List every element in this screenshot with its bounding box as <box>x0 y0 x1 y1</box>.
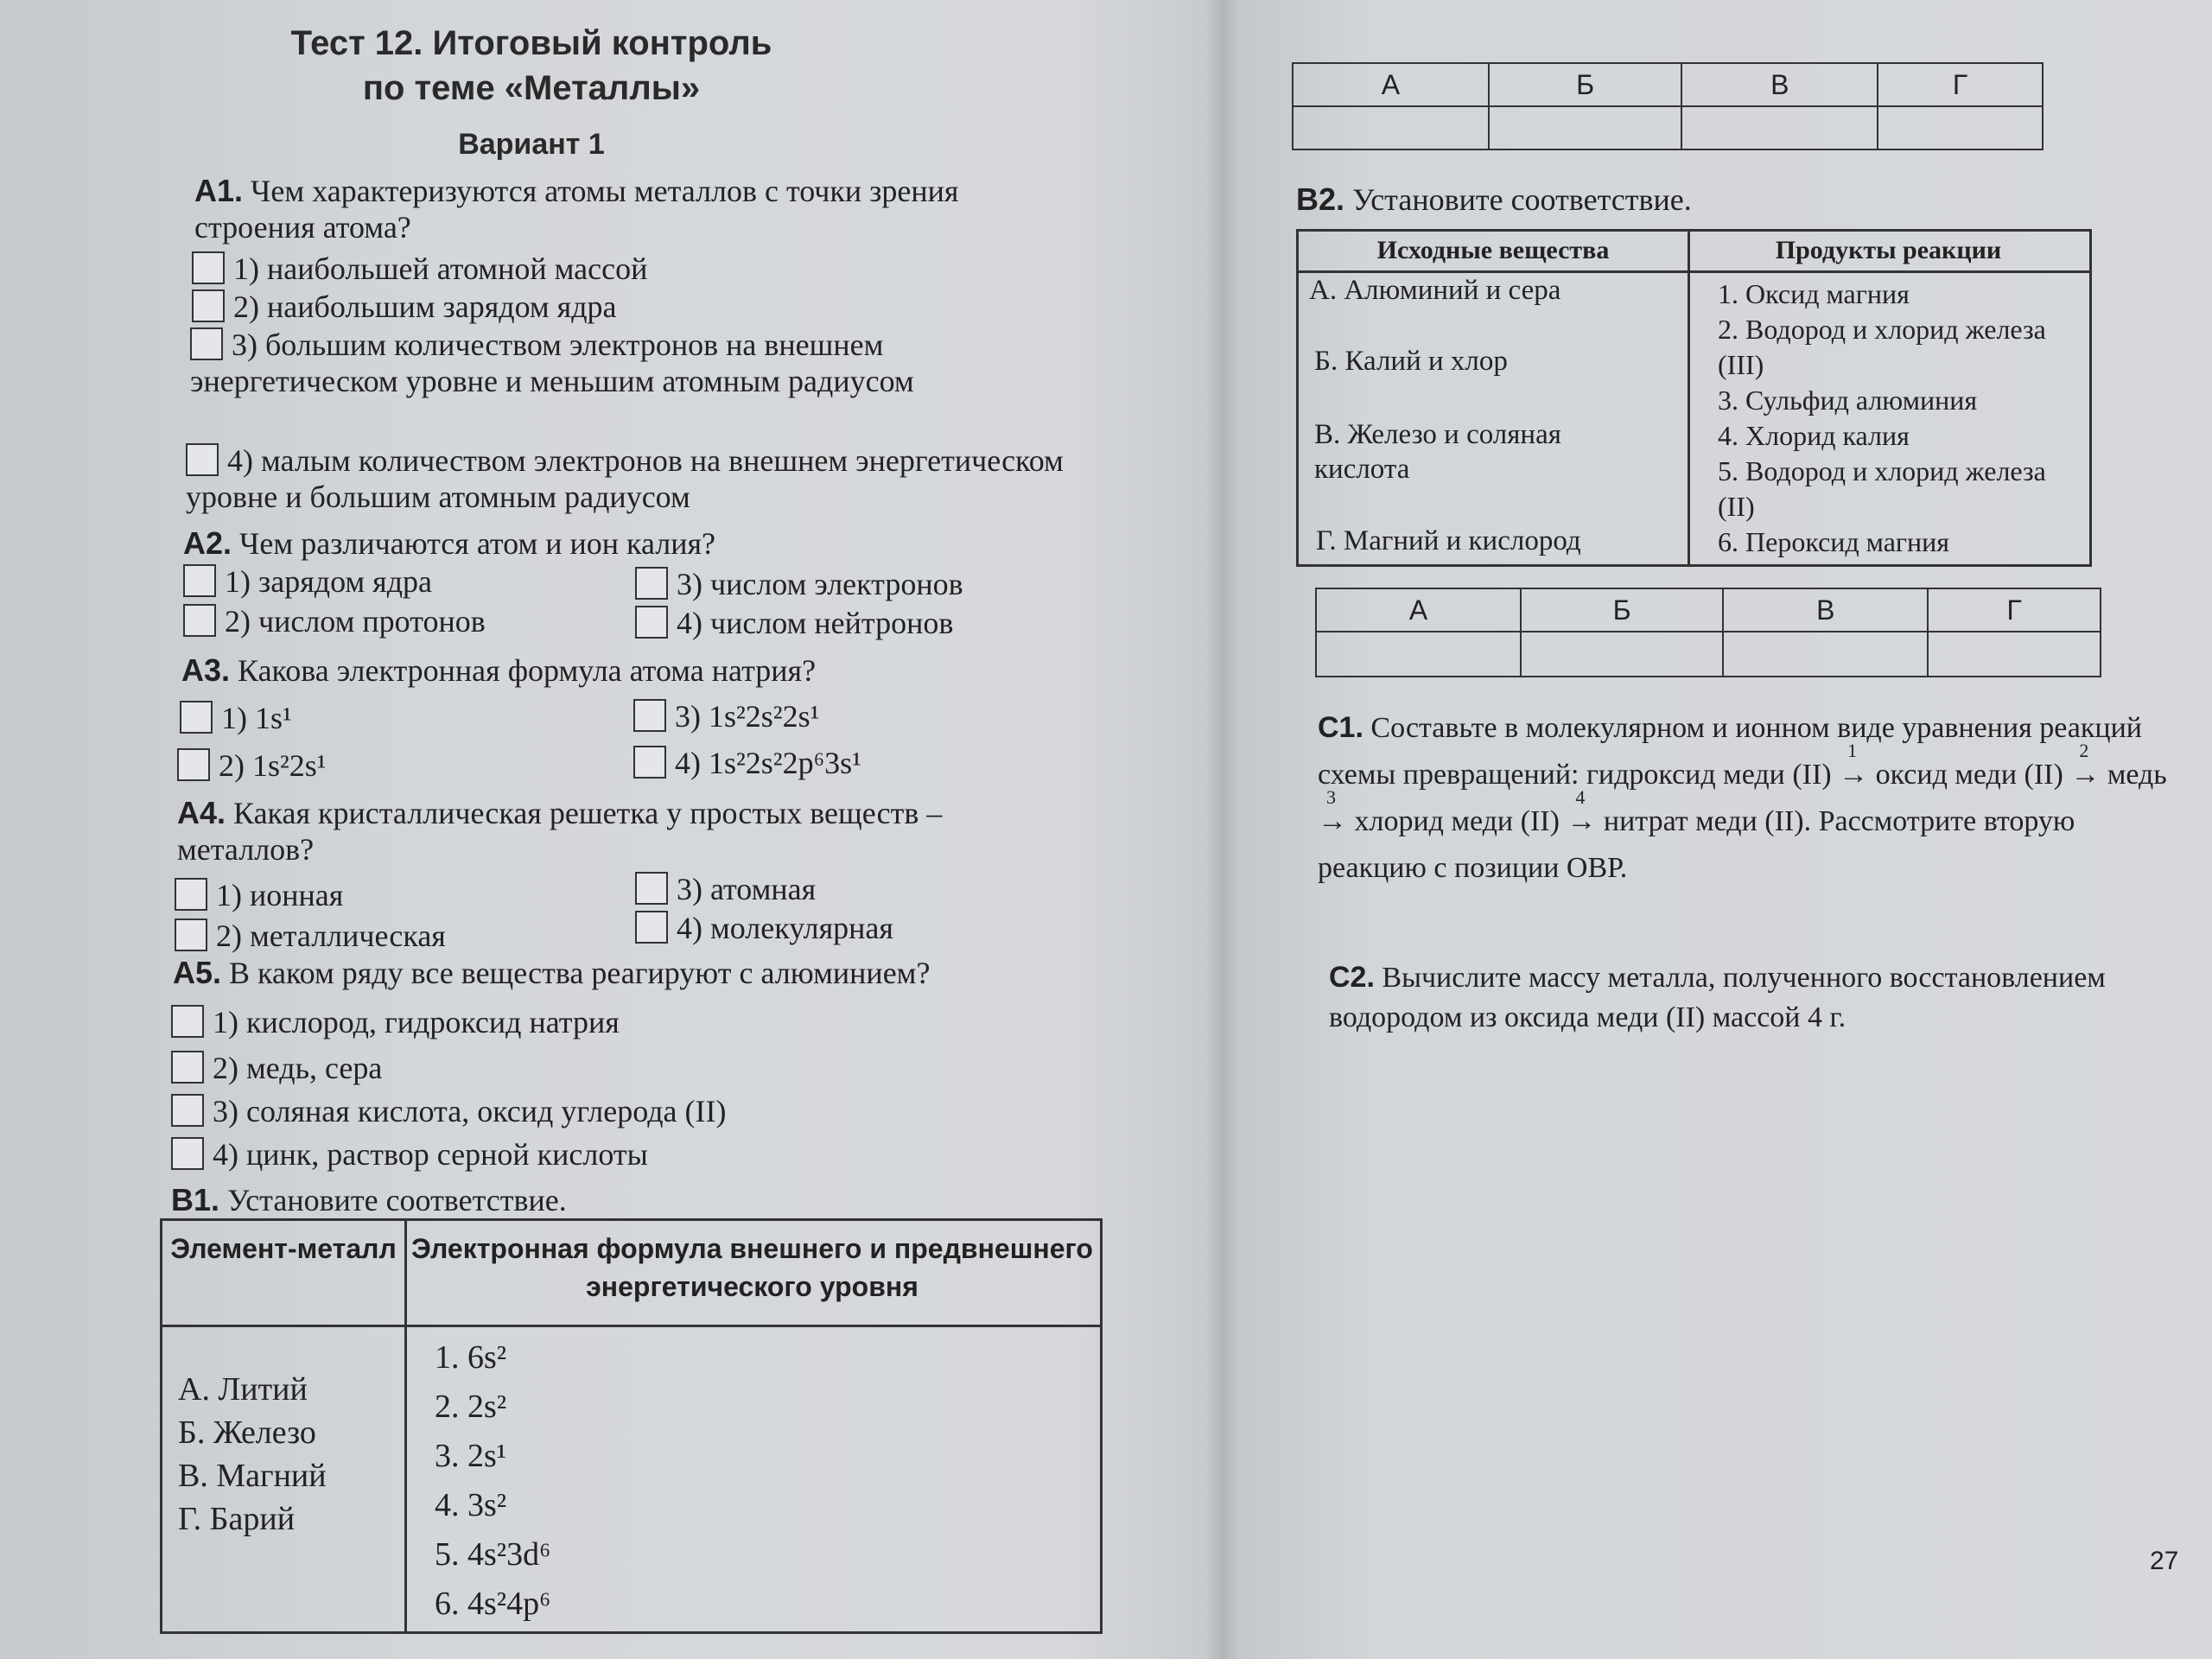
answer-cell[interactable] <box>1928 632 2101 677</box>
question-text: Какова электронная формула атома натрия? <box>238 653 817 688</box>
checkbox[interactable] <box>186 443 219 476</box>
checkbox[interactable] <box>177 748 210 781</box>
question-label: А3. <box>181 652 231 688</box>
checkbox[interactable] <box>171 1051 204 1084</box>
question-label: В2. <box>1296 181 1345 217</box>
checkbox[interactable] <box>171 1094 204 1127</box>
test-subtitle: по теме «Металлы» <box>362 69 701 107</box>
list-item: 3. Сульфид алюминия <box>1718 385 1978 416</box>
checkbox[interactable] <box>635 606 668 639</box>
column-header-products: Продукты реакции <box>1775 236 2002 264</box>
table-column-divider <box>1688 232 1690 564</box>
list-item: А. Алюминий и сера <box>1309 275 1561 306</box>
list-item: 5. 4s²3d⁶ <box>435 1536 551 1573</box>
column-header-formula: Электронная формула внешнего и предвнешнего энергетического уровня <box>411 1233 1093 1302</box>
question-text: Установите соответствие. <box>1352 182 1692 217</box>
question-label: А5. <box>173 955 222 990</box>
arrow-3: → 3 <box>1318 786 1347 837</box>
question-label: А4. <box>177 795 226 830</box>
option-a2-3[interactable]: 3) числом электронов <box>635 566 963 602</box>
question-text: Составьте в молекулярном и ионном виде уравнения реакций схемы превращений: гидроксид меди (II) <box>1318 712 2142 791</box>
checkbox[interactable] <box>633 699 666 732</box>
list-item: Г. Магний и кислород <box>1316 525 1581 556</box>
question-a2 <box>183 525 715 562</box>
variant-label: Вариант 1 <box>458 128 605 161</box>
answer-cell[interactable] <box>1723 632 1928 677</box>
list-item: 1. 6s² <box>435 1339 507 1376</box>
question-text: Вычислите массу металла, полученного восстановлением водородом из оксида меди (II) массой 4 г. <box>1329 962 2106 1033</box>
list-item: 2. 2s² <box>435 1389 507 1425</box>
list-item: Г. Барий <box>178 1501 296 1537</box>
question-label: С2. <box>1329 961 1375 994</box>
answer-cell[interactable] <box>1878 106 2043 149</box>
question-label: А2. <box>183 525 232 561</box>
checkbox[interactable] <box>635 911 668 944</box>
list-item: 4. 3s² <box>435 1487 507 1523</box>
question-b2 <box>1296 181 1692 218</box>
list-item: 6. Пероксид магния <box>1718 526 1949 557</box>
checkbox[interactable] <box>635 872 668 905</box>
right-page <box>1236 0 2212 1659</box>
option-a4-3[interactable]: 3) атомная <box>635 871 816 907</box>
checkbox[interactable] <box>633 746 666 779</box>
element-list <box>178 1368 327 1541</box>
test-title: Тест 12. Итоговый контроль <box>290 24 772 62</box>
checkbox[interactable] <box>183 604 216 637</box>
checkbox[interactable] <box>180 701 213 734</box>
formula-list <box>435 1333 550 1629</box>
option-a1-4[interactable]: 4) малым количеством электронов на внешнем энергетическом уровне и большим атомным радиусом <box>186 443 1064 514</box>
table-header-cell: Г <box>1878 63 2043 106</box>
option-a1-3[interactable]: 3) большим количеством электронов на внешнем энергетическом уровне и меньшим атомным радиусом <box>190 327 914 398</box>
option-a3-4[interactable]: 4) 1s²2s²2p⁶3s¹ <box>633 745 861 781</box>
checkbox[interactable] <box>175 878 207 911</box>
b2-answer-table <box>1315 588 2101 677</box>
question-c1: С1. Составьте в молекулярном и ионном виде уравнения реакций схемы превращений: гидроксид меди (II) → 1 оксид меди (II) → 2 медь → 3 хлорид меди (II) → 4 нитрат меди (II). Рассмотрите вторую реакцию с позиции ОВР. <box>1318 711 2167 884</box>
question-text: Установите соответствие. <box>227 1183 567 1217</box>
table-header-cell: Г <box>1928 588 2101 632</box>
list-item: А. Литий <box>178 1371 308 1408</box>
question-b1 <box>171 1182 567 1218</box>
option-a3-3[interactable]: 3) 1s²2s²2s¹ <box>633 698 819 734</box>
option-a4-2[interactable]: 2) металлическая <box>175 918 446 954</box>
question-text: В каком ряду все вещества реагируют с алюминием? <box>229 956 931 990</box>
list-item: 4. Хлорид калия <box>1718 420 1910 451</box>
b1-answer-table <box>1292 62 2044 150</box>
question-a3 <box>181 652 816 689</box>
option-a5-4[interactable]: 4) цинк, раствор серной кислоты <box>171 1136 648 1173</box>
b2-match-table <box>1296 229 2092 567</box>
option-a1-2[interactable]: 2) наибольшим зарядом ядра <box>192 289 617 325</box>
list-item: 5. Водород и хлорид железа (II) <box>1718 455 2046 522</box>
table-header-cell: Б <box>1489 63 1682 106</box>
question-text: Какая кристаллическая решетка у простых веществ – металлов? <box>177 796 943 867</box>
answer-cell[interactable] <box>1316 632 1521 677</box>
arrow-4: → 4 <box>1567 786 1597 837</box>
checkbox[interactable] <box>171 1137 204 1170</box>
list-item: В. Магний <box>178 1458 327 1494</box>
option-a2-2[interactable]: 2) числом протонов <box>183 603 486 639</box>
question-label: В1. <box>171 1182 220 1217</box>
option-a4-1[interactable]: 1) ионная <box>175 877 343 913</box>
question-label: С1. <box>1318 711 1363 744</box>
checkbox[interactable] <box>635 567 668 600</box>
option-a5-2[interactable]: 2) медь, сера <box>171 1050 382 1086</box>
page-number: 27 <box>2150 1547 2179 1575</box>
table-header-cell: А <box>1316 588 1521 632</box>
arrow-2: → 2 <box>2070 740 2101 791</box>
table-header-cell: В <box>1681 63 1878 106</box>
question-a4 <box>177 795 1084 868</box>
option-a5-3[interactable]: 3) соляная кислота, оксид углерода (II) <box>171 1093 726 1129</box>
list-item: 3. 2s¹ <box>435 1438 507 1474</box>
option-a2-4[interactable]: 4) числом нейтронов <box>635 605 953 641</box>
arrow-1: → 1 <box>1839 740 1869 791</box>
option-a5-1[interactable]: 1) кислород, гидроксид натрия <box>171 1004 620 1040</box>
question-a1 <box>194 173 1067 245</box>
option-a2-1[interactable]: 1) зарядом ядра <box>183 563 432 600</box>
answer-cell[interactable] <box>1681 106 1878 149</box>
table-header-cell: Б <box>1521 588 1723 632</box>
option-a3-2[interactable]: 2) 1s²2s¹ <box>177 747 327 784</box>
b1-match-table <box>160 1218 1103 1634</box>
column-header-source: Исходные вещества <box>1376 236 1610 264</box>
product-list <box>1718 276 2081 560</box>
question-text: Чем характеризуются атомы металлов с точки зрения строения атома? <box>194 174 959 245</box>
question-a5 <box>173 955 930 991</box>
question-text: Чем различаются атом и ион калия? <box>239 526 716 561</box>
list-item: Б. Железо <box>178 1414 316 1451</box>
checkbox[interactable] <box>190 327 223 360</box>
checkbox[interactable] <box>192 251 225 284</box>
checkbox[interactable] <box>183 564 216 597</box>
list-item: 2. Водород и хлорид железа (III) <box>1718 314 2046 380</box>
answer-cell[interactable] <box>1489 106 1682 149</box>
table-header-cell: В <box>1723 588 1928 632</box>
checkbox[interactable] <box>192 289 225 322</box>
answer-cell[interactable] <box>1521 632 1723 677</box>
list-item: 1. Оксид магния <box>1718 278 1910 309</box>
question-label: А1. <box>194 173 244 208</box>
checkbox[interactable] <box>171 1005 204 1038</box>
answer-cell[interactable] <box>1293 106 1489 149</box>
option-a4-4[interactable]: 4) молекулярная <box>635 910 893 946</box>
question-c2 <box>1329 957 2176 1038</box>
option-a1-1[interactable]: 1) наибольшей атомной массой <box>192 251 647 287</box>
column-header-element: Элемент-металл <box>170 1233 397 1264</box>
checkbox[interactable] <box>175 918 207 951</box>
page-fold <box>1205 0 1240 1659</box>
list-item: Б. Калий и хлор <box>1314 346 1508 377</box>
table-header-cell: А <box>1293 63 1489 106</box>
option-a3-1[interactable]: 1) 1s¹ <box>180 700 292 736</box>
list-item: 6. 4s²4p⁶ <box>435 1586 551 1622</box>
list-item: В. Железо и соляная кислота <box>1314 419 1561 485</box>
